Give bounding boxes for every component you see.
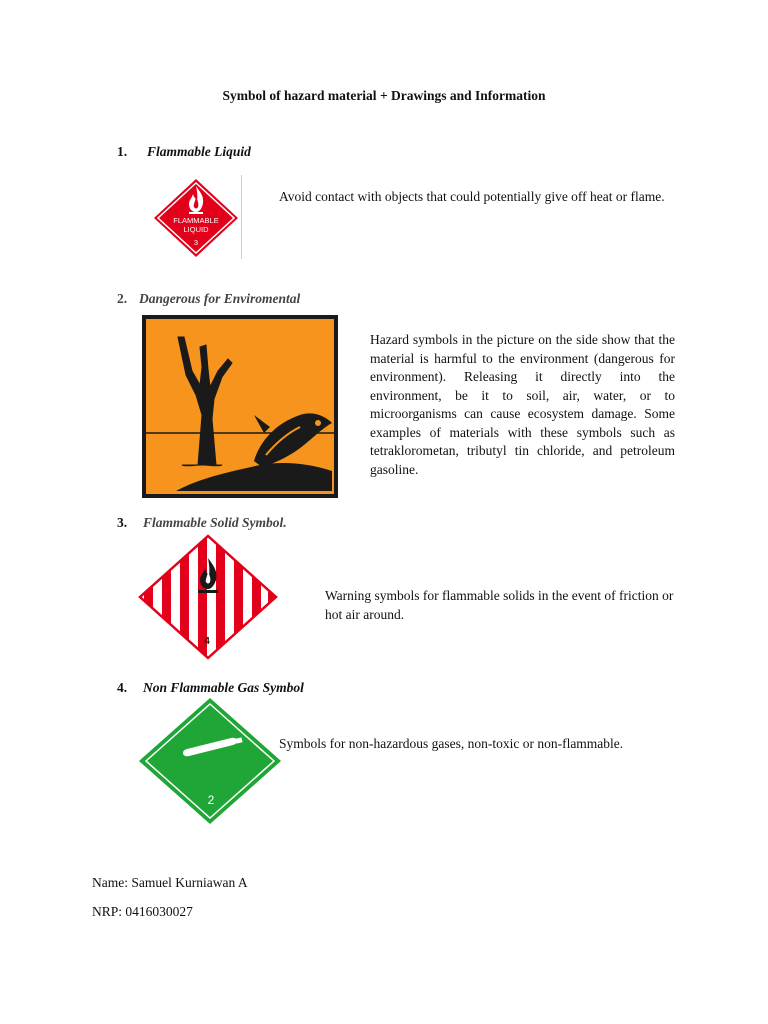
section-2-heading bbox=[117, 291, 300, 307]
section-4-number: 4. bbox=[117, 680, 128, 695]
symbol-class-number: 3 bbox=[193, 238, 199, 247]
symbol-class-number: 2 bbox=[207, 793, 215, 807]
section-1-heading bbox=[117, 144, 251, 160]
section-2-title: Dangerous for Enviromental bbox=[139, 291, 301, 306]
symbol-label-line2: LIQUID bbox=[183, 225, 209, 234]
section-1-number: 1. bbox=[117, 144, 128, 159]
symbol-class-number: 4 bbox=[204, 636, 210, 647]
section-1-title: Flammable Liquid bbox=[147, 144, 251, 159]
divider-line bbox=[241, 175, 242, 259]
section-4-title: Non Flammable Gas Symbol bbox=[143, 680, 304, 695]
section-1-description: Avoid contact with objects that could potentially give off heat or flame. bbox=[279, 189, 665, 204]
section-2-description: Hazard symbols in the picture on the side show that the material is harmful to the environment (dangerous for environment). Releasing it directly into the environment, be it to soil, air, water, or to microorganisms can cause ecosystem damage. Some examples of materials with these symbols such as tetraklorometan, tributyl tin chloride, and petroleum gasoline. bbox=[370, 332, 675, 477]
student-nrp: NRP: 0416030027 bbox=[92, 904, 193, 919]
section-3-heading bbox=[117, 515, 287, 531]
dangerous-for-environment-symbol bbox=[142, 315, 338, 498]
non-flammable-gas-symbol bbox=[137, 696, 283, 826]
symbol-label-line1: FLAMMABLE bbox=[173, 216, 219, 225]
student-name: Name: Samuel Kurniawan A bbox=[92, 875, 248, 890]
section-4-heading bbox=[117, 680, 304, 696]
section-2-number: 2. bbox=[117, 291, 128, 306]
section-3-number: 3. bbox=[117, 515, 128, 530]
section-3-description: Warning symbols for flammable solids in the event of friction or hot air around. bbox=[325, 588, 674, 622]
flammable-solid-symbol bbox=[138, 534, 278, 660]
flammable-liquid-symbol bbox=[152, 178, 240, 258]
document-title: Symbol of hazard material + Drawings and Information bbox=[222, 88, 546, 103]
section-3-title: Flammable Solid Symbol. bbox=[143, 515, 287, 530]
section-4-description: Symbols for non-hazardous gases, non-toxic or non-flammable. bbox=[279, 736, 624, 751]
